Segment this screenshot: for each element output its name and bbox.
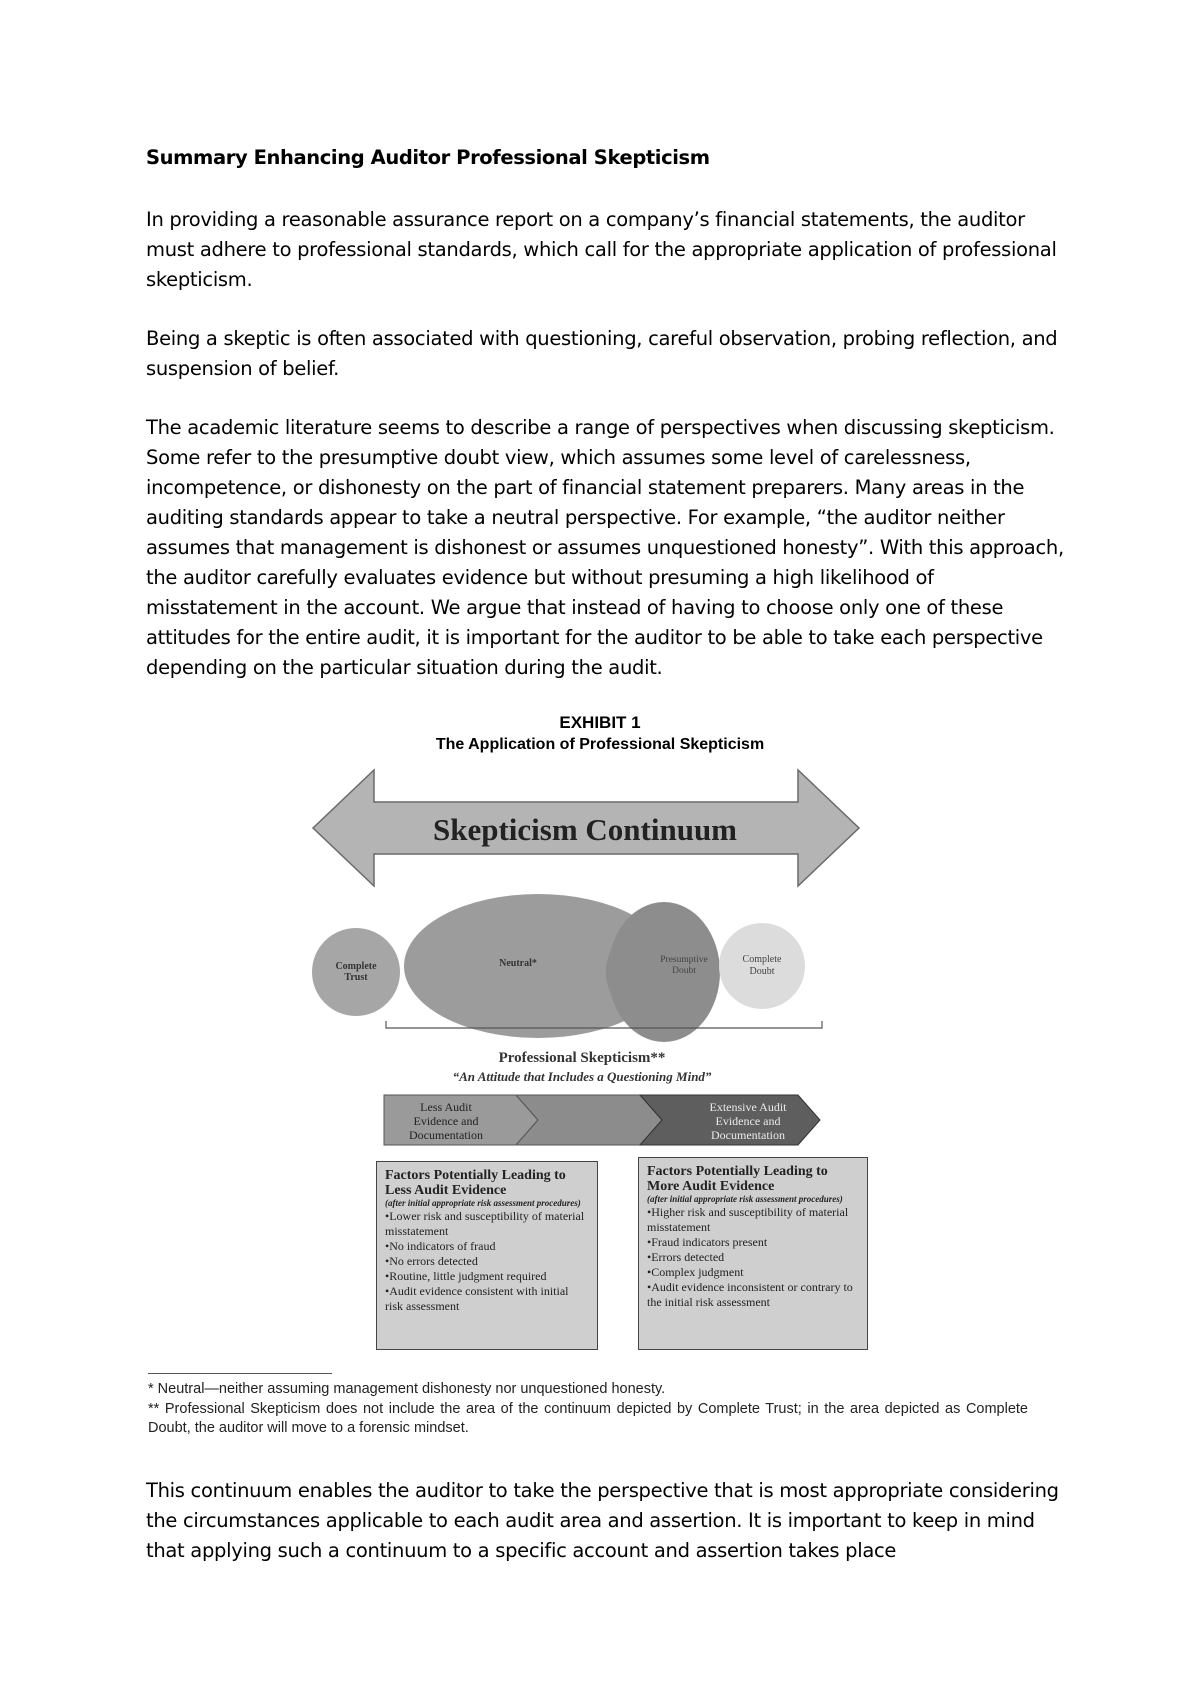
- more-box-item: •Errors detected: [647, 1250, 725, 1264]
- paragraph-text: Being a skeptic is often associated with questioning, careful observation, probing reflection, and suspension of belief.: [146, 327, 1058, 380]
- complete-trust-label: Complete: [335, 961, 377, 972]
- presumptive-doubt-label: Presumptive: [660, 955, 708, 965]
- less-box-item: •Audit evidence consistent with initial risk assessment: [385, 1284, 569, 1313]
- less-box-item: •Lower risk and susceptibility of material misstatement: [385, 1209, 585, 1238]
- professional-skepticism-label: Professional Skepticism**: [498, 1050, 666, 1066]
- more-box-heading: Factors Potentially Leading to More Audit Evidence: [647, 1164, 828, 1194]
- less-evidence-label: Documentation: [409, 1128, 483, 1142]
- footnote-divider: [148, 1373, 332, 1374]
- paragraph-2: [146, 324, 1066, 384]
- complete-doubt-label: Complete: [742, 954, 782, 965]
- footnote-1: * Neutral—neither assuming management dishonesty nor unquestioned honesty.: [148, 1381, 666, 1397]
- neutral-label: Neutral*: [499, 958, 537, 969]
- more-box-item: •Higher risk and susceptibility of material misstatement: [647, 1205, 849, 1234]
- closing-paragraph: [146, 1476, 1066, 1566]
- footnote-2: ** Professional Skepticism does not include the area of the continuum depicted by Complete Trust; in the area depicted as Complete Doubt, the auditor will move to a forensic mindset.: [148, 1401, 1028, 1436]
- more-box-note: (after initial appropriate risk assessment procedures): [647, 1194, 843, 1204]
- presumptive-doubt-label: Doubt: [672, 966, 696, 976]
- document-title: Summary Enhancing Auditor Professional Skepticism: [146, 146, 710, 169]
- less-evidence-label: Evidence and: [413, 1114, 479, 1128]
- exhibit-label: EXHIBIT 1: [559, 713, 641, 732]
- more-evidence-factors-box: [638, 1157, 868, 1350]
- paragraph-text: In providing a reasonable assurance report on a company’s financial statements, the auditor must adhere to professional standards, which call for the appropriate application of professional skepticism.: [146, 208, 1057, 291]
- less-box-note: (after initial appropriate risk assessment procedures): [385, 1198, 581, 1208]
- paragraph-1: [146, 205, 1066, 295]
- extensive-evidence-label: Extensive Audit: [709, 1100, 787, 1114]
- middle-evidence-chevron: [516, 1095, 662, 1145]
- complete-doubt-label: Doubt: [749, 966, 775, 977]
- more-box-list: [647, 1205, 859, 1310]
- more-box-item: •Complex judgment: [647, 1265, 744, 1279]
- paragraph-text: This continuum enables the auditor to take the perspective that is most appropriate considering the circumstances applicable to each audit area and assertion. It is important to keep in mind that applying such a continuum to a specific account and assertion takes place: [146, 1479, 1059, 1562]
- extensive-evidence-label: Evidence and: [715, 1114, 781, 1128]
- exhibit-figure: [300, 708, 900, 1358]
- less-box-heading: Factors Potentially Leading to Less Audit Evidence: [385, 1168, 566, 1198]
- less-box-list: [385, 1209, 589, 1314]
- less-evidence-label: Less Audit: [420, 1100, 472, 1114]
- exhibit-title: The Application of Professional Skepticism: [435, 736, 765, 753]
- paragraph-3: [146, 413, 1066, 683]
- professional-skepticism-subtitle: “An Attitude that Includes a Questioning Mind”: [452, 1069, 712, 1084]
- less-box-item: •Routine, little judgment required: [385, 1269, 547, 1283]
- less-box-item: •No errors detected: [385, 1254, 478, 1268]
- paragraph-text: The academic literature seems to describe a range of perspectives when discussing skepticism. Some refer to the presumptive doubt view, which assumes some level of carelessness, incompetence, or dishonesty on the part of financial statement preparers. Many areas in the auditing standards appear to take a neutral perspective. For example, “the auditor neither assumes that management is dishonest or assumes unquestioned honesty”. With this approach, the auditor carefully evaluates evidence but without presuming a high likelihood of misstatement in the account. We argue that instead of having to choose only one of these attitudes for the entire audit, it is important for the auditor to be able to take each perspective depending on the particular situation during the audit.: [146, 416, 1064, 679]
- less-evidence-factors-box: [376, 1161, 598, 1350]
- more-box-item: •Fraud indicators present: [647, 1235, 768, 1249]
- less-box-item: •No indicators of fraud: [385, 1239, 496, 1253]
- continuum-label: Skepticism Continuum: [432, 812, 738, 847]
- presumptive-doubt-ellipse: [608, 902, 720, 1042]
- more-box-item: •Audit evidence inconsistent or contrary to the initial risk assessment: [647, 1280, 853, 1309]
- complete-trust-label: Trust: [344, 972, 368, 983]
- extensive-evidence-label: Documentation: [711, 1128, 785, 1142]
